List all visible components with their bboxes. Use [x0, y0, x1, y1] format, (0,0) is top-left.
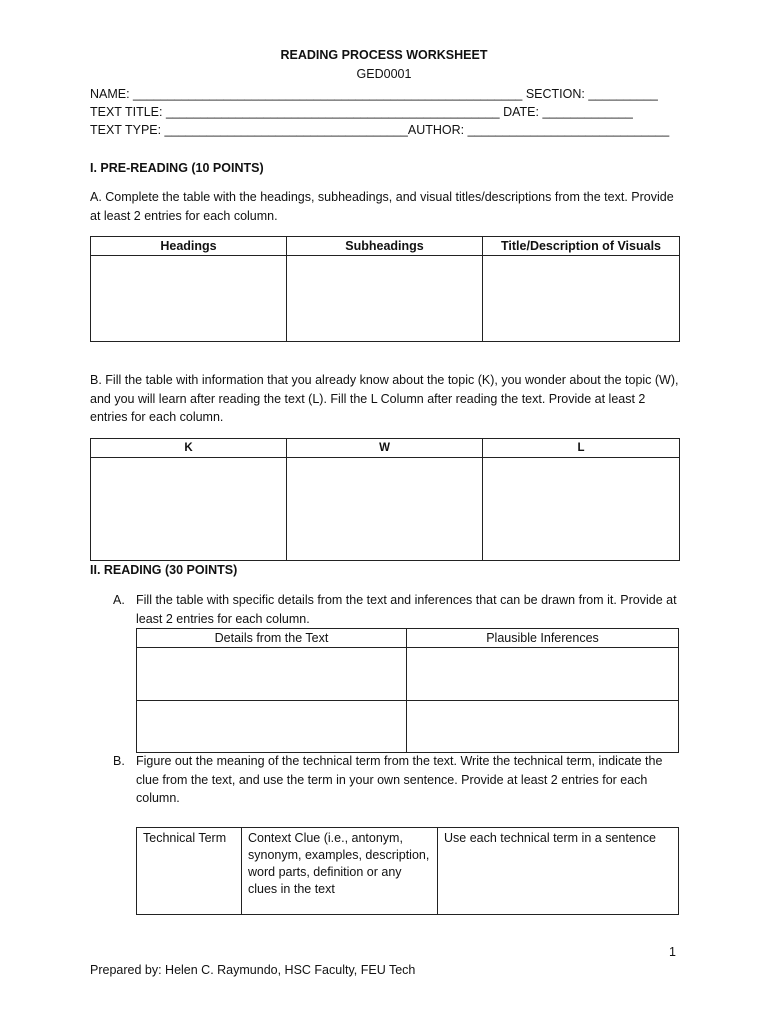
text-title-date-field: TEXT TITLE: ________________________________________________ DATE: _____________	[90, 105, 633, 119]
reading-a-instructions: Fill the table with specific details from the text and inferences that can be drawn from it. Provide at least 2 entries for each column.	[136, 593, 677, 626]
technical-term-table	[136, 827, 679, 915]
table-a-header-visuals: Title/Description of Visuals	[483, 237, 680, 256]
course-code: GED0001	[356, 67, 412, 81]
table-a-cell[interactable]	[287, 256, 483, 342]
reading-a-marker: A.	[113, 593, 125, 607]
details-cell[interactable]	[137, 701, 407, 753]
technical-term-header: Technical Term	[137, 828, 242, 915]
reading-b-marker: B.	[113, 754, 125, 768]
kwl-cell[interactable]	[91, 458, 287, 561]
kwl-cell[interactable]	[287, 458, 483, 561]
kwl-cell[interactable]	[483, 458, 680, 561]
name-section-field: NAME: ________________________________________________________ SECTION: __________	[90, 87, 658, 101]
inferences-header: Plausible Inferences	[407, 629, 679, 648]
kwl-table	[90, 438, 680, 561]
details-cell[interactable]	[137, 648, 407, 701]
pre-reading-table-a	[90, 236, 680, 342]
table-a-header-headings: Headings	[91, 237, 287, 256]
page-number: 1	[669, 945, 676, 959]
pre-reading-heading: I. PRE-READING (10 POINTS)	[90, 161, 264, 175]
pre-reading-a-instructions: A. Complete the table with the headings, subheadings, and visual titles/descriptions from the text. Provide at least 2 entries for each column.	[90, 190, 674, 223]
kwl-header-k: K	[91, 439, 287, 458]
table-a-header-subheadings: Subheadings	[287, 237, 483, 256]
inferences-cell[interactable]	[407, 701, 679, 753]
prepared-by: Prepared by: Helen C. Raymundo, HSC Faculty, FEU Tech	[90, 963, 416, 977]
table-a-cell[interactable]	[483, 256, 680, 342]
details-header: Details from the Text	[137, 629, 407, 648]
inferences-cell[interactable]	[407, 648, 679, 701]
sentence-header: Use each technical term in a sentence	[438, 828, 679, 915]
context-clue-header: Context Clue (i.e., antonym, synonym, examples, description, word parts, definition or any clues in the text	[242, 828, 438, 915]
pre-reading-b-instructions: B. Fill the table with information that you already know about the topic (K), you wonder about the topic (W), and you will learn after reading the text (L). Fill the L Column after reading the text. Provide at least 2 entries for each column.	[90, 373, 679, 424]
worksheet-title: READING PROCESS WORKSHEET	[280, 48, 488, 62]
reading-heading: II. READING (30 POINTS)	[90, 563, 238, 577]
kwl-header-l: L	[483, 439, 680, 458]
kwl-header-w: W	[287, 439, 483, 458]
text-type-author-field: TEXT TYPE: ___________________________________AUTHOR: _____________________________	[90, 123, 670, 137]
reading-b-instructions: Figure out the meaning of the technical term from the text. Write the technical term, indicate the clue from the text, and use the term in your own sentence. Provide at least 2 entries for each column.	[136, 754, 663, 805]
details-inferences-table	[136, 628, 679, 753]
table-a-cell[interactable]	[91, 256, 287, 342]
